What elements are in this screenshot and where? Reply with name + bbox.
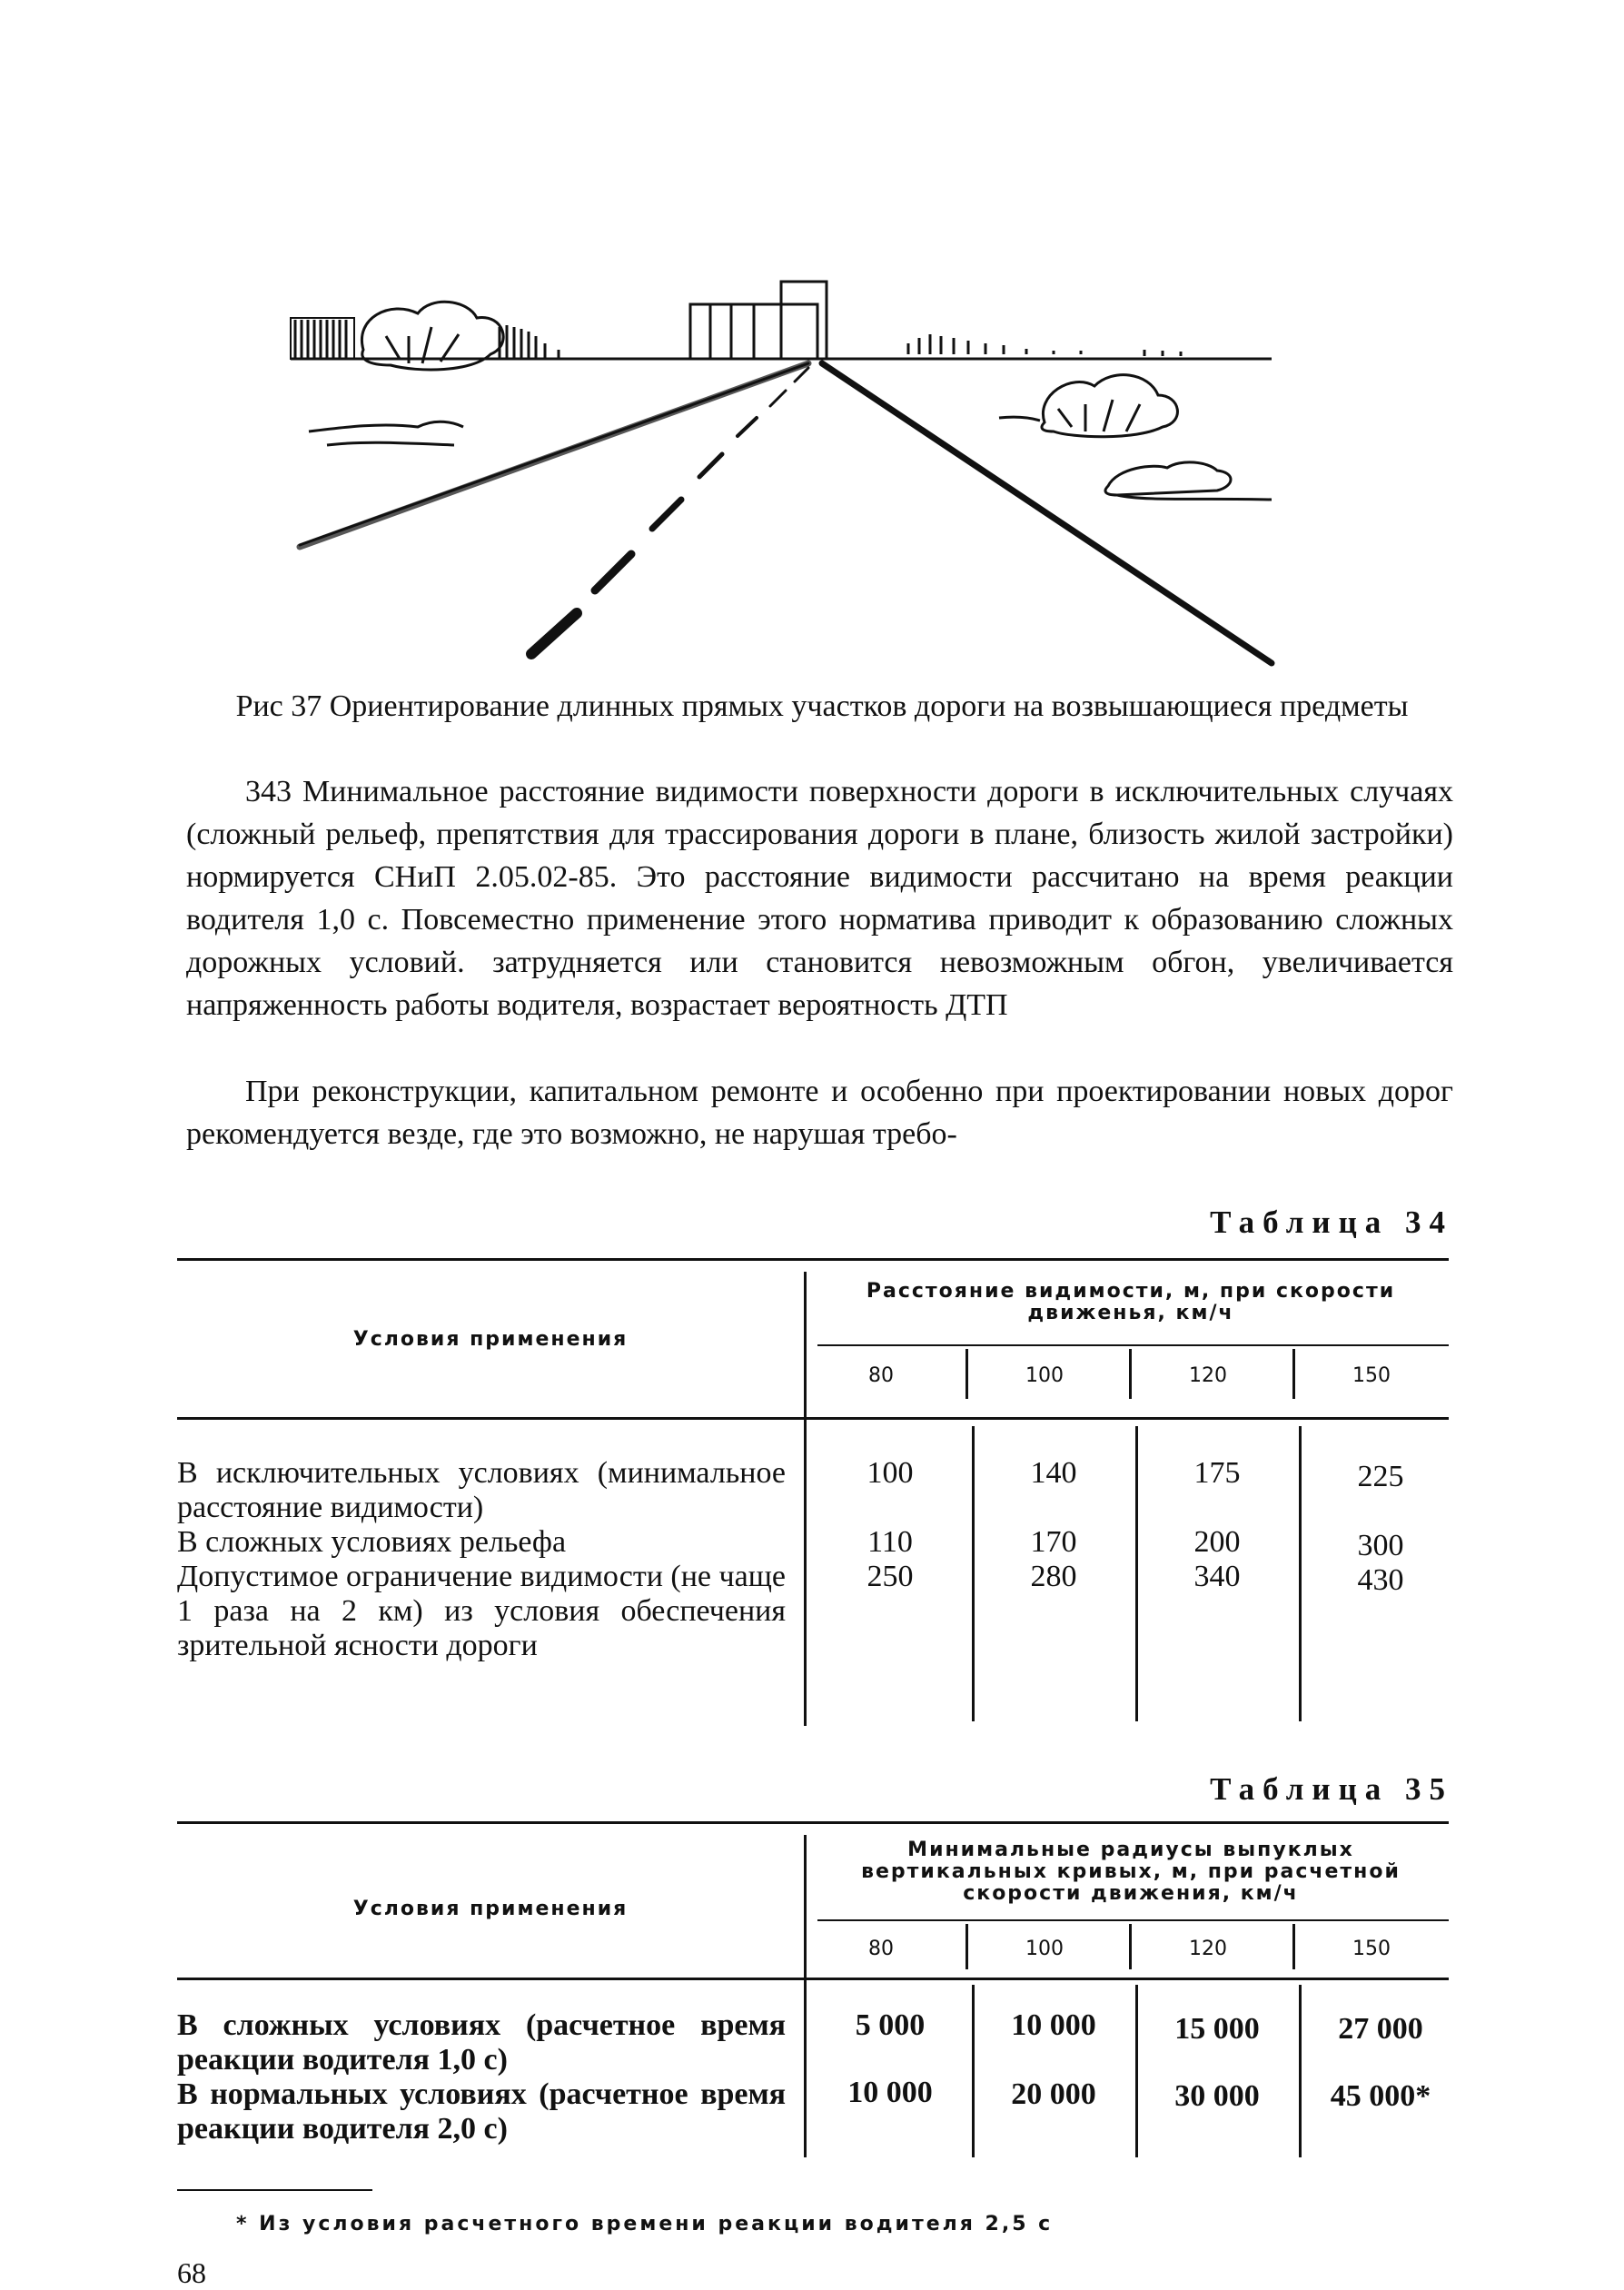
table34-row3-v120: 340 xyxy=(1193,1560,1241,1593)
paragraph-reconstruction: При реконструкции, капитальном ремонте и особенно при проектировании новых дорог рекомендуется везде, где это возможно, не нарушая требо- xyxy=(186,1075,1453,1151)
table34-row3-condition: Допустимое ограничение видимости (не чаще 1 раза на 2 км) из условия обеспечения зрительной ясности дороги xyxy=(177,1560,786,1662)
table35-row1-condition: В сложных условиях (расчетное время реакции водителя 1,0 с) xyxy=(177,2008,786,2077)
table35-row1-v120: 15 000 xyxy=(1174,2012,1260,2046)
table34-row1-v100: 140 xyxy=(1030,1456,1077,1490)
building-icon xyxy=(690,282,827,359)
table35-row1-v100: 10 000 xyxy=(1011,2008,1096,2042)
table34-speed-120: 120 xyxy=(1189,1364,1227,1387)
table35-col-header: Условия применения xyxy=(352,1898,629,1920)
table34 xyxy=(177,1258,1449,1721)
road-edge-icon xyxy=(300,363,1272,663)
page-number: 68 xyxy=(177,2256,206,2289)
figure-caption: Рис 37 Ориентирование длинных прямых участков дороги на возвышающиеся предметы xyxy=(235,689,1409,723)
table34-col-header: Условия применения xyxy=(352,1328,629,1351)
footnote: * Из условия расчетного времени реакции водителя 2,5 с xyxy=(236,2213,1054,2235)
table34-row2-v120: 200 xyxy=(1193,1525,1241,1559)
table34-label: Таблица 34 xyxy=(1210,1204,1453,1240)
table34-row1-v80: 100 xyxy=(866,1456,914,1490)
table35-row1-v150: 27 000 xyxy=(1338,2012,1423,2046)
right-bush-icon xyxy=(999,375,1177,437)
table34-row2-condition: В сложных условиях рельефа xyxy=(177,1525,567,1559)
table34-speed-150: 150 xyxy=(1352,1364,1391,1387)
table35-label: Таблица 35 xyxy=(1210,1771,1453,1807)
table35-speed-150: 150 xyxy=(1352,1938,1391,1960)
table35 xyxy=(177,1821,1449,2157)
table34-row2-v150: 300 xyxy=(1357,1529,1404,1562)
table35-row2-v150: 45 000* xyxy=(1330,2079,1431,2113)
table34-speed-100: 100 xyxy=(1025,1364,1064,1387)
table35-row2-condition: В нормальных условиях (расчетное время реакции водителя 2,0 с) xyxy=(177,2077,786,2146)
table35-group-header: Минимальные радиусы выпуклых вертикальных кривых, м, при расчетной скорости движения, км/ч xyxy=(861,1839,1401,1905)
table34-row1-condition: В исключительных условиях (минимальное расстояние видимости) xyxy=(177,1456,786,1524)
table35-speed-80: 80 xyxy=(868,1938,894,1960)
ground-patch-icon xyxy=(309,421,1272,500)
table34-speed-80: 80 xyxy=(868,1364,894,1387)
table35-speed-120: 120 xyxy=(1189,1938,1227,1960)
road-illustration xyxy=(272,263,1299,672)
table34-row1-v150: 225 xyxy=(1357,1460,1404,1493)
table34-row3-v150: 430 xyxy=(1357,1563,1404,1597)
right-forest-icon xyxy=(908,334,1181,356)
table35-row1-v80: 5 000 xyxy=(855,2008,926,2042)
table34-row2-v100: 170 xyxy=(1030,1525,1077,1559)
table35-row2-v80: 10 000 xyxy=(847,2076,933,2109)
table35-row2-v100: 20 000 xyxy=(1011,2077,1096,2111)
footnote-rule xyxy=(177,2189,372,2191)
table34-group-header: Расстояние видимости, м, при скорости движенья, км/ч xyxy=(866,1280,1396,1324)
table34-row2-v80: 110 xyxy=(867,1525,913,1559)
paragraph-343: 343 Минимальное расстояние видимости поверхности дороги в исключительных случаях (сложный рельеф, препятствия для трассирования дороги в плане, близость жилой застройки) нормируется СНиП 2.05.02-85. Это расстояние видимости рассчитано на время реакции водителя 1,0 с. Повсеместно применение этого норматива приводит к образованию сложных дорожных условий. затрудняется или становится невозможным обгон, увеличивается напряженность работы водителя, возрастает вероятность ДТП xyxy=(186,775,1453,1022)
table35-row2-v120: 30 000 xyxy=(1174,2079,1260,2113)
table34-row1-v120: 175 xyxy=(1193,1456,1241,1490)
table34-row3-v100: 280 xyxy=(1030,1560,1077,1593)
table34-row3-v80: 250 xyxy=(866,1560,914,1593)
table35-speed-100: 100 xyxy=(1025,1938,1064,1960)
